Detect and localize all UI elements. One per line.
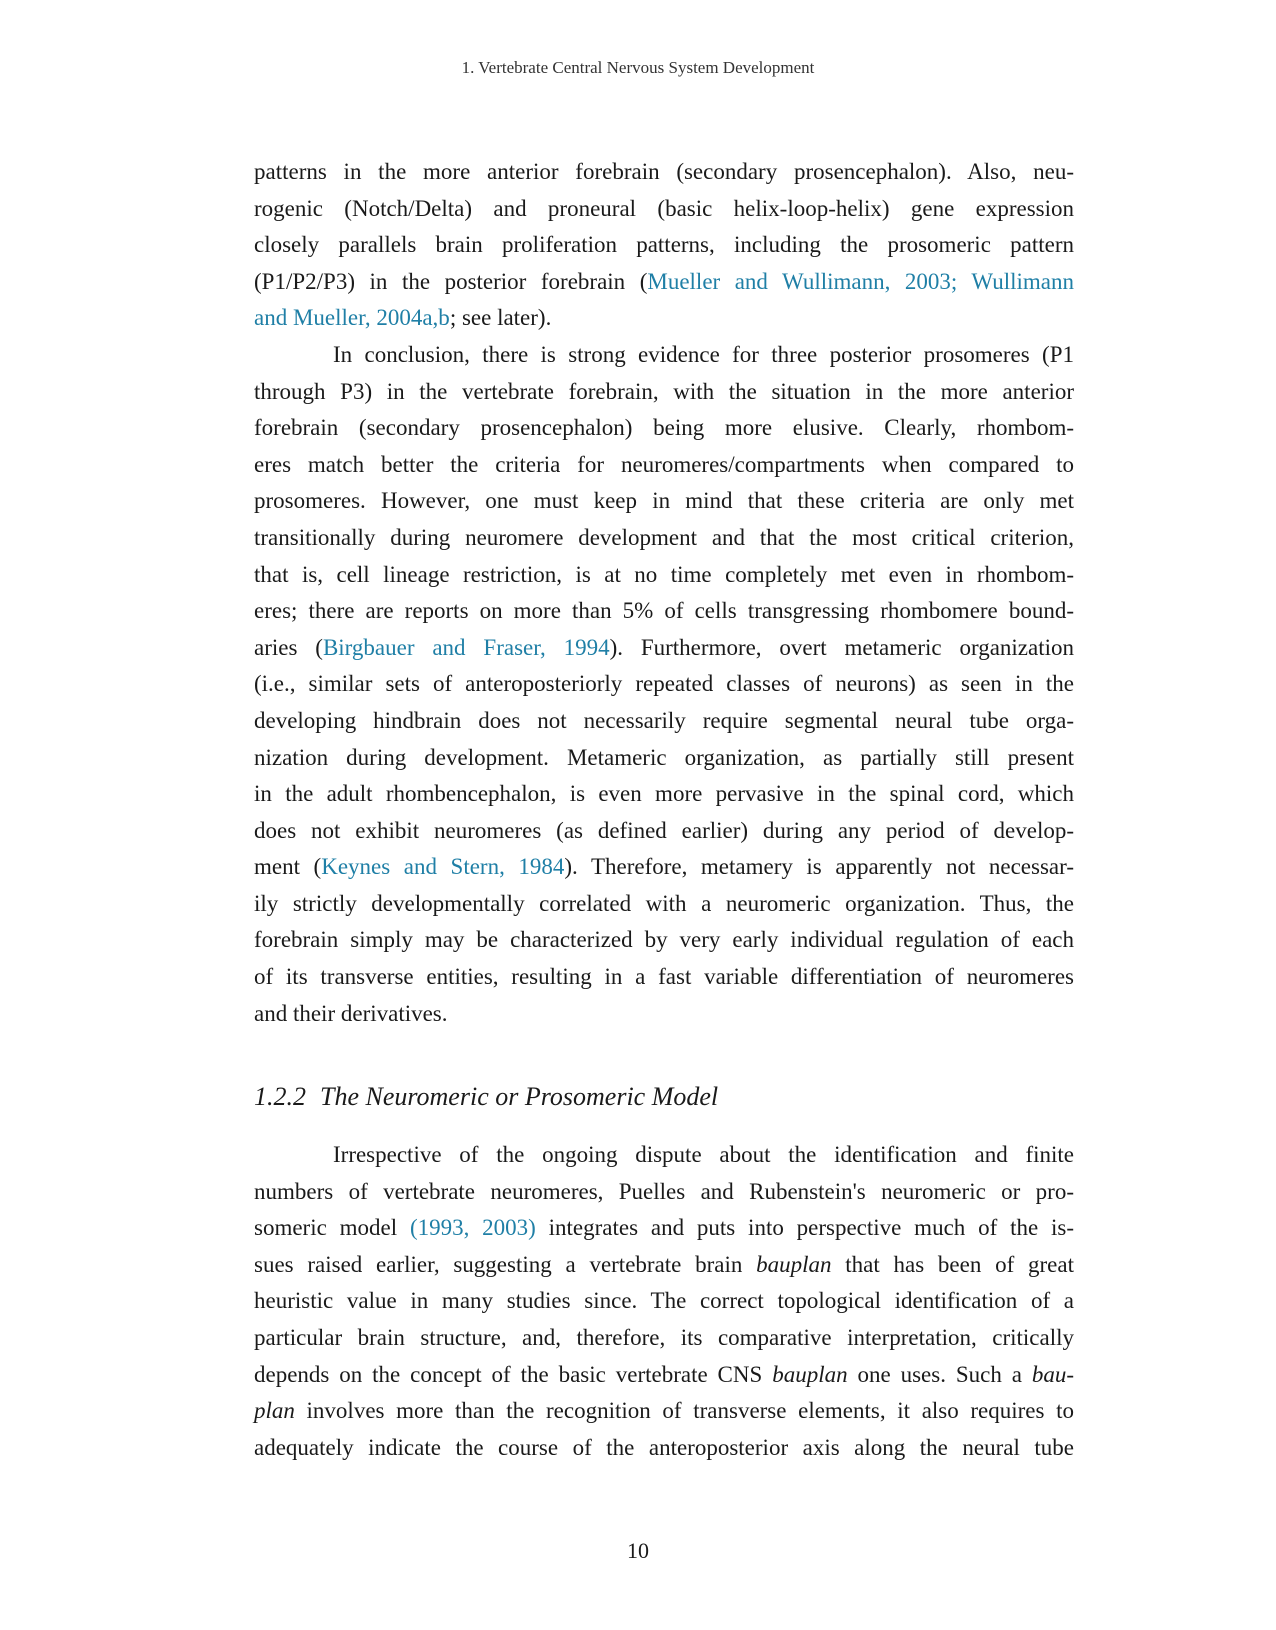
- citation-link[interactable]: Birgbauer and Fraser, 1994: [322, 634, 610, 660]
- body-text: transitionally during neuromere development and that the most critical criterion,: [254, 524, 1074, 550]
- emphasis-text: bauplan: [772, 1361, 848, 1387]
- text-line: [254, 813, 1074, 850]
- body-text: developing hindbrain does not necessarily require segmental neural tube orga-: [254, 707, 1074, 733]
- body-text: sues raised earlier, suggesting a vertebrate brain: [254, 1251, 757, 1277]
- text-line: [254, 520, 1074, 557]
- body-text: forebrain (secondary prosencephalon) being more elusive. Clearly, rhombom-: [254, 415, 1074, 441]
- body-text: closely parallels brain proliferation patterns, including the prosomeric pattern: [254, 232, 1074, 258]
- citation-link[interactable]: and Mueller, 2004a,b: [254, 305, 450, 331]
- text-line: [254, 300, 1074, 337]
- body-text: heuristic value in many studies since. The correct topological identification of a: [254, 1288, 1074, 1314]
- body-text: ily strictly developmentally correlated with a neuromeric organization. Thus, the: [254, 890, 1074, 916]
- body-text: patterns in the more anterior forebrain (secondary prosencephalon). Also, neu-: [254, 159, 1074, 184]
- body-text: of its transverse entities, resulting in a fast variable differentiation of neuromeres: [254, 964, 1074, 990]
- text-line: [254, 374, 1074, 411]
- text-line: [254, 1320, 1074, 1357]
- text-line: [254, 227, 1074, 264]
- body-text: numbers of vertebrate neuromeres, Puelles and Rubenstein's neuromeric or pro-: [254, 1178, 1074, 1204]
- section-number: 1.2.2: [254, 1082, 306, 1111]
- body-text: aries (: [254, 634, 323, 660]
- body-text: ). Therefore, metamery is apparently not necessar-: [564, 854, 1074, 880]
- citation-link[interactable]: Mueller and Wullimann, 2003; Wullimann: [647, 268, 1074, 294]
- body-text: involves more than the recognition of transverse elements, it also requires to: [294, 1398, 1074, 1424]
- body-text: forebrain simply may be characterized by very early individual regulation of each: [254, 927, 1074, 953]
- body-text: and their derivatives.: [254, 1000, 448, 1026]
- body-text: in the adult rhombencephalon, is even more pervasive in the spinal cord, which: [254, 781, 1074, 807]
- text-line: [254, 703, 1074, 740]
- body-text: does not exhibit neuromeres (as defined earlier) during any period of develop-: [254, 817, 1074, 843]
- text-line: [254, 740, 1074, 777]
- text-line: [254, 1357, 1074, 1394]
- text-line: [254, 483, 1074, 520]
- body-text: In conclusion, there is strong evidence for three posterior prosomeres (P1: [333, 341, 1074, 367]
- text-line: [254, 447, 1074, 484]
- body-text: Irrespective of the ongoing dispute about the identification and finite: [333, 1142, 1074, 1167]
- section-title: The Neuromeric or Prosomeric Model: [320, 1082, 719, 1111]
- text-line: [254, 1283, 1074, 1320]
- text-line: [254, 1210, 1074, 1247]
- body-text: nization during development. Metameric organization, as partially still present: [254, 744, 1074, 770]
- text-line: [254, 593, 1074, 630]
- paragraph-block-prosomeric-model: [254, 1137, 1074, 1466]
- text-line: [254, 1393, 1074, 1430]
- text-line: [254, 191, 1074, 228]
- citation-link[interactable]: Keynes and Stern, 1984: [321, 854, 565, 880]
- text-line: [254, 410, 1074, 447]
- text-line: [254, 959, 1074, 996]
- text-line: [254, 1247, 1074, 1284]
- body-text: one uses. Such a: [847, 1361, 1032, 1387]
- citation-link[interactable]: (1993, 2003): [409, 1215, 536, 1241]
- text-line: [254, 666, 1074, 703]
- body-text: someric model: [254, 1215, 410, 1241]
- body-text: prosomeres. However, one must keep in mind that these criteria are only met: [254, 488, 1074, 514]
- emphasis-text: bauplan: [756, 1251, 832, 1277]
- text-line: [254, 557, 1074, 594]
- body-text: depends on the concept of the basic vertebrate CNS: [254, 1361, 773, 1387]
- body-text: that is, cell lineage restriction, is at no time completely met even in rhombom-: [254, 561, 1074, 587]
- body-text: particular brain structure, and, therefore, its comparative interpretation, critically: [254, 1324, 1074, 1350]
- emphasis-text: plan: [254, 1398, 295, 1424]
- section-heading: [254, 1082, 718, 1112]
- body-text: adequately indicate the course of the anteroposterior axis along the neural tube: [254, 1434, 1074, 1460]
- body-text: (i.e., similar sets of anteroposteriorly repeated classes of neurons) as seen in the: [254, 671, 1074, 697]
- body-text: ). Furthermore, overt metameric organization: [609, 634, 1074, 660]
- body-text: rogenic (Notch/Delta) and proneural (basic helix-loop-helix) gene expression: [254, 195, 1074, 221]
- text-line: [254, 630, 1074, 667]
- emphasis-text: bau-: [1031, 1361, 1074, 1387]
- running-head: 1. Vertebrate Central Nervous System Development: [461, 58, 815, 77]
- text-line: [254, 264, 1074, 301]
- body-text: ; see later).: [449, 305, 552, 331]
- text-line: [254, 922, 1074, 959]
- text-line: [254, 337, 1074, 374]
- text-line: [254, 886, 1074, 923]
- body-text: (P1/P2/P3) in the posterior forebrain (: [254, 268, 648, 294]
- text-line: [254, 154, 1074, 191]
- text-line: [254, 1174, 1074, 1211]
- body-text: that has been of great: [831, 1251, 1074, 1277]
- body-text: eres; there are reports on more than 5% of cells transgressing rhombomere bound-: [254, 598, 1074, 624]
- text-line: [254, 1430, 1074, 1467]
- text-line: [254, 996, 1074, 1033]
- body-text: ment (: [254, 854, 322, 880]
- text-line: [254, 849, 1074, 886]
- text-line: [254, 776, 1074, 813]
- body-text: eres match better the criteria for neuromeres/compartments when compared to: [254, 451, 1074, 477]
- body-text: through P3) in the vertebrate forebrain, with the situation in the more anterior: [254, 378, 1074, 404]
- body-text: integrates and puts into perspective much of the is-: [535, 1215, 1074, 1241]
- text-line: [254, 1137, 1074, 1174]
- paragraph-block-conclusion: [254, 154, 1074, 1032]
- page-number: 10: [627, 1538, 649, 1563]
